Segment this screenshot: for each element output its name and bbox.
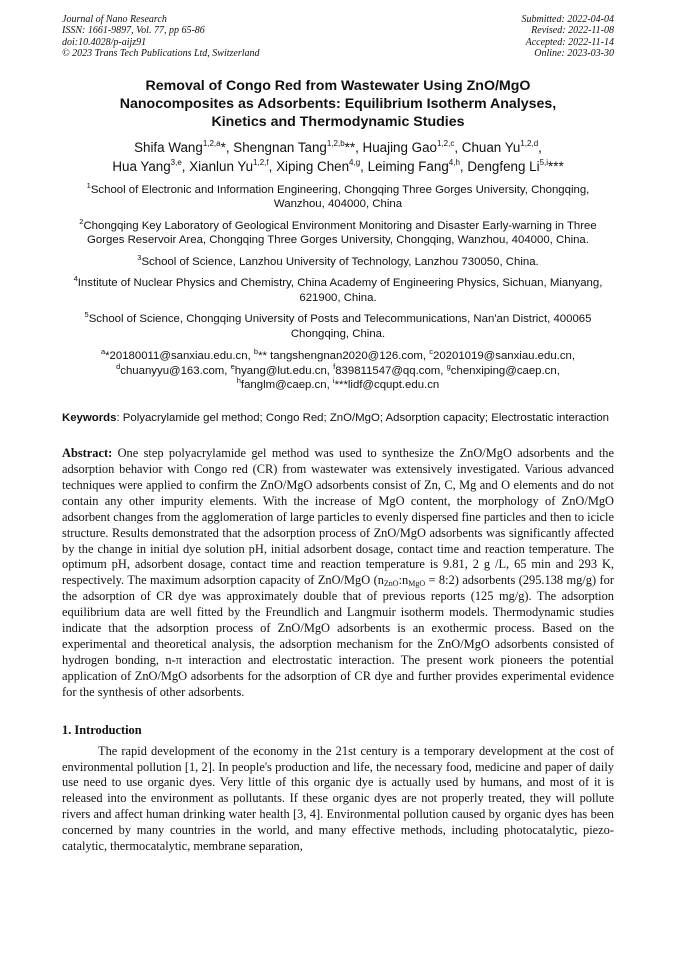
keywords-text: : Polyacrylamide gel method; Congo Red; ZnO/MgO; Adsorption capacity; Electrostatic interaction — [116, 411, 610, 424]
email-entry[interactable]: $^e$hyang@lut.edu.cn, — [230, 361, 334, 377]
keywords — [62, 411, 614, 426]
title-line: Kinetics and Thermodynamic Studies — [211, 113, 465, 130]
affiliation: $^5$School of Science, Chongqing University of Posts and Telecommunications, Nan'an District, 400065 Chongqing, China. — [84, 310, 592, 340]
date-online: Online: 2023-03-30 — [534, 48, 614, 60]
email-entry[interactable]: $^d$chuanyyu@163.com, — [116, 361, 231, 377]
journal-doi: doi:10.4028/p-aijz91 — [62, 36, 147, 48]
article-page — [62, 14, 614, 855]
email-entry[interactable]: $^i$***lidf@cqupt.edu.cn — [332, 376, 440, 392]
title-line: Removal of Congo Red from Wastewater Using ZnO/MgO — [145, 77, 531, 94]
author: Leiming Fang$^{4,h}$, — [367, 157, 468, 174]
affiliation: $^2$Chongqing Key Laboratory of Geological Environment Monitoring and Disaster Early-warning in Three Gorges Reservoir Area, Chongqing Three Gorges University, Chongqing, Wanzhou, 404000, China. — [79, 216, 597, 247]
email-entry[interactable]: $^g$chenxiping@caep.cn, — [446, 361, 560, 377]
affiliation: $^3$School of Science, Lanzhou University of Technology, Lanzhou 730050, China. — [137, 252, 539, 268]
author: Shengnan Tang$^{1,2,b}$**, — [233, 138, 363, 155]
journal-name: Journal of Nano Research — [62, 14, 167, 25]
journal-copyright: © 2023 Trans Tech Publications Ltd, Switzerland — [62, 48, 260, 60]
affiliation: $^4$Institute of Nuclear Physics and Chemistry, China Academy of Engineering Physics, Sichuan, Mianyang, 621900, China. — [73, 274, 603, 304]
author: Xiping Chen$^{4,g}$, — [276, 157, 368, 174]
date-submitted: Submitted: 2022-04-04 — [521, 14, 614, 25]
introduction-paragraph: The rapid development of the economy in the 21st century is a temporary development at the cost of environmental pollution [1, 2]. In people's production and life, the necessary food, medicine and paper of daily use need to use organic dyes. Very little of this organic dye is actually used by humans, and most of it is released into the environment as pollutants. If these organic dyes are not properly treated, they will pollute rivers and affect human drinking water health [3, 4]. Environmental pollution caused by organic dyes has been concerned by many countries in the world, and many effective methods, including photocatalytic, piezo-catalytic, thermocatalytic, membrane separation, — [62, 743, 614, 854]
email-entry[interactable]: $^c$20201019@sanxiau.edu.cn, — [429, 347, 576, 363]
date-accepted: Accepted: 2022-11-14 — [525, 36, 614, 48]
email-entry[interactable]: $^b$** tangshengnan2020@126.com, — [253, 347, 430, 363]
email-list — [62, 349, 614, 393]
author: Huajing Gao$^{1,2,c}$, — [362, 138, 462, 155]
date-revised: Revised: 2022-11-08 — [531, 25, 614, 37]
email-entry[interactable]: $^h$fanglm@caep.cn, — [236, 376, 333, 392]
author: Dengfeng Li$^{5,i}$*** — [467, 157, 564, 174]
author-list — [62, 138, 614, 176]
author: Shifa Wang$^{1,2,a}$*, — [134, 138, 234, 155]
abstract-label: Abstract: — [62, 446, 113, 461]
author: Hua Yang$^{3,e}$, — [112, 157, 190, 174]
email-entry[interactable]: $^f$839811547@qq.com, — [333, 361, 447, 377]
abstract: Abstract: One step polyacrylamide gel method was used to synthesize the ZnO/MgO adsorbents and the adsorption behavior with Congo red (CR) from wastewater was extensively investigated. Various advanced techniques were applied to confirm the ZnO/MgO adsorbents consist of Zn, C, Mg and O elements and do not contain any other impurity elements. With the increase of MgO content, the morphology of ZnO/MgO adsorbent changes from the agglomeration of large particles to evenly dispersed fine particles and then to icicle structure. Results demonstrated that the adsorption process of ZnO/MgO adsorbents was significantly affected by the change in initial dye solution pH, initial adsorbent dosage, contact time and reaction temperature. The optimum pH, adsorbent dosage, contact time and reaction temperature is 9.81, 2 g /L, 65 min and 293 K, respectively. The maximum adsorption capacity of ZnO/MgO ($n_{ZnO}:n_{MgO}$ = 8:2) adsorbents (295.138 mg/g) for the adsorption of CR dye was approximately double that of previous reports (125 mg/g). The adsorption equilibrium data are well fitted by the Freundlich and Langmuir isotherm models. Thermodynamic studies indicate that the adsorption process of ZnO/MgO adsorbents is an exothermic process. Based on the experimental and theoretical analysis, the adsorption mechanism for the ZnO/MgO adsorbents consisted of hydrogen bonding, n-π interaction and electrostatic interaction. The present work pioneers the potential application of ZnO/MgO adsorbents for the adsorption of CR dye and further provides experimental evidence for the synthesis of other adsorbents. — [62, 446, 614, 699]
journal-issn: ISSN: 1661-9897, Vol. 77, pp 65-86 — [62, 25, 205, 37]
author: Xianlun Yu$^{1,2,f}$, — [189, 157, 277, 174]
paper-title — [62, 77, 614, 131]
affiliation: $^1$School of Electronic and Information Engineering, Chongqing Three Gorges University, Chongqing, Wanzhou, 404000, China — [86, 180, 590, 211]
journal-header — [62, 14, 614, 60]
journal-info — [62, 14, 260, 60]
email-entry[interactable]: $^a$*20180011@sanxiau.edu.cn, — [100, 347, 254, 363]
keywords-label: Keywords — [62, 411, 117, 424]
publication-dates — [522, 14, 615, 60]
title-line: Nanocomposites as Adsorbents: Equilibrium Isotherm Analyses, — [119, 95, 557, 112]
section-heading: 1. Introduction — [62, 722, 142, 737]
author: Chuan Yu$^{1,2,d}$, — [461, 138, 542, 155]
